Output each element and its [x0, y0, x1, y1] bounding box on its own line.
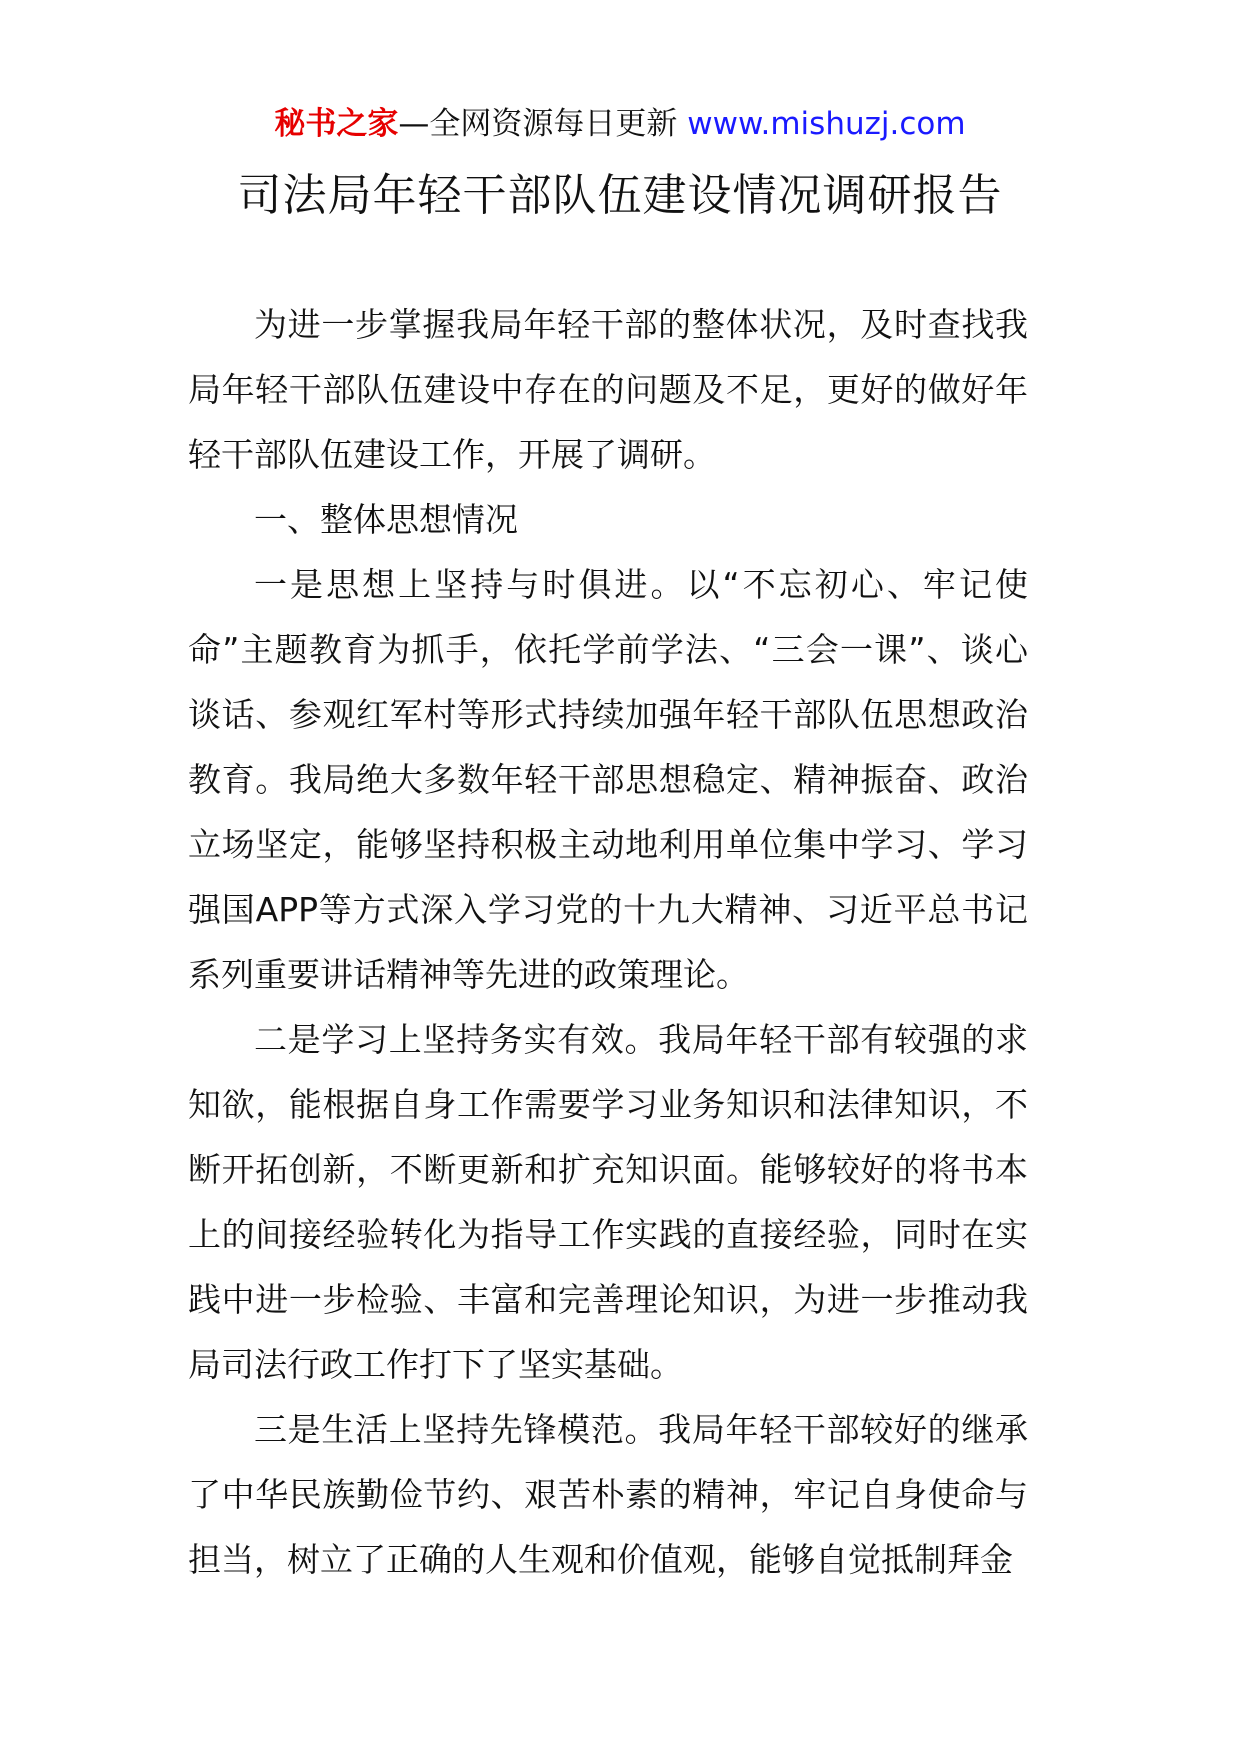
site-url-link[interactable]: www.mishuzj.com — [687, 106, 966, 142]
document-title: 司法局年轻干部队伍建设情况调研报告 — [237, 170, 1003, 221]
intro-paragraph: 为进一步掌握我局年轻干部的整体状况，及时查找我局年轻干部队伍建设中存在的问题及不足，更好的做好年轻干部队伍建设工作，开展了调研。 — [188, 305, 1028, 474]
site-header — [0, 102, 1240, 146]
paragraph-thought: 一是思想上坚持与时俱进。以“不忘初心、牢记使命”主题教育为抓手，依托学前学法、“三会一课”、谈心谈话、参观红军村等形式持续加强年轻干部队伍思想政治教育。我局绝大多数年轻干部思想稳定、精神振奋、政治立场坚定，能够坚持积极主动地利用单位集中学习、学习强国APP等方式深入学习党的十九大精神、习近平总书记系列重要讲话精神等先进的政策理论。 — [188, 565, 1028, 994]
document-body — [188, 292, 1028, 1592]
section-heading: 一、整体思想情况 — [254, 500, 518, 539]
paragraph-life: 三是生活上坚持先锋模范。我局年轻干部较好的继承了中华民族勤俭节约、艰苦朴素的精神，牢记自身使命与担当，树立了正确的人生观和价值观，能够自觉抵制拜金 — [188, 1410, 1028, 1579]
site-tagline: —全网资源每日更新 — [398, 106, 678, 142]
site-brand: 秘书之家 — [274, 106, 399, 142]
paragraph-study: 二是学习上坚持务实有效。我局年轻干部有较强的求知欲，能根据自身工作需要学习业务知识和法律知识，不断开拓创新，不断更新和扩充知识面。能够较好的将书本上的间接经验转化为指导工作实践的直接经验，同时在实践中进一步检验、丰富和完善理论知识，为进一步推动我局司法行政工作打下了坚实基础。 — [188, 1020, 1028, 1384]
